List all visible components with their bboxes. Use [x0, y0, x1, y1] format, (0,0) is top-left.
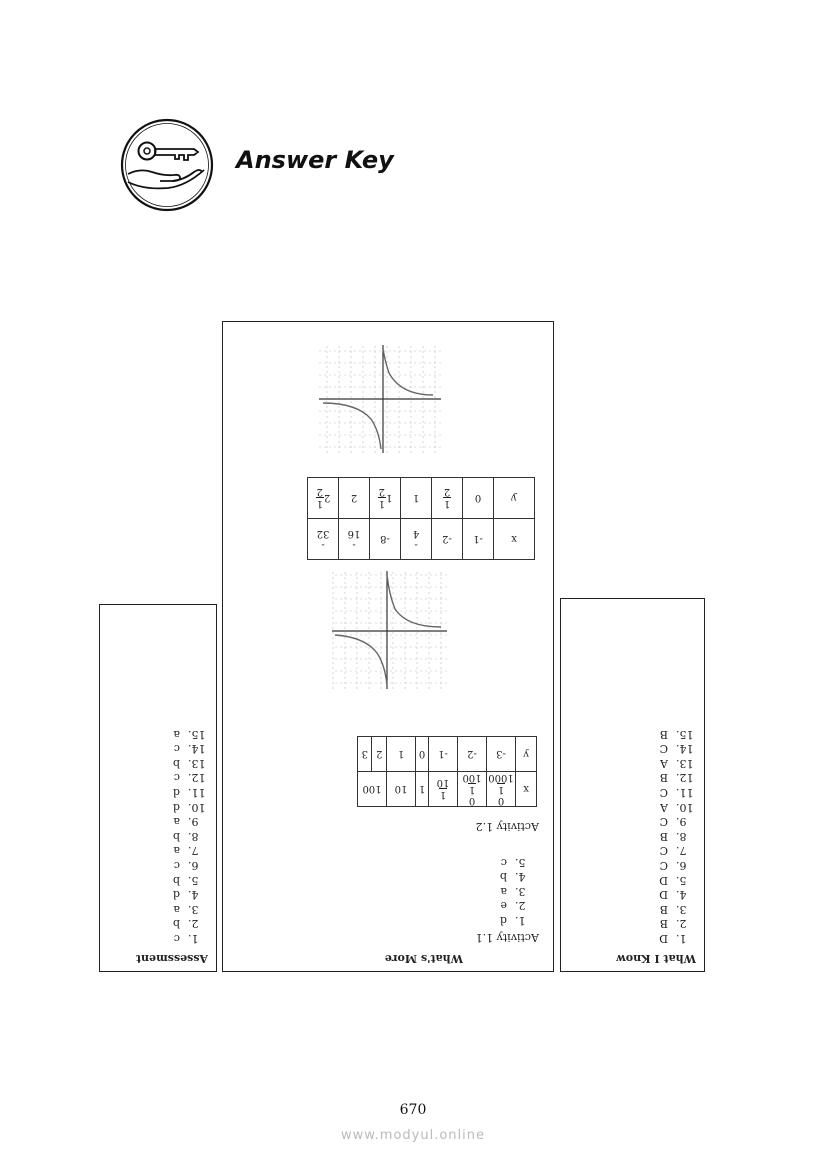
answer-number: 11. — [676, 786, 694, 800]
activity-1-1-answer-list — [500, 854, 539, 927]
answer-item — [659, 828, 700, 843]
table-x-cell — [401, 519, 432, 560]
answer-letter: B — [659, 829, 668, 843]
logarithmic-value-table — [307, 477, 535, 560]
table-x-cell — [370, 519, 401, 560]
answer-number: 15. — [188, 727, 206, 741]
answer-number: 3. — [676, 902, 687, 916]
table-y-cell — [401, 478, 432, 519]
table-y-cell: -2 — [458, 737, 487, 772]
fraction-denominator: 100 — [462, 772, 482, 783]
answer-letter: A — [660, 800, 668, 814]
table-x-value-lower: 4 — [412, 528, 420, 539]
answer-item — [659, 784, 700, 799]
fraction — [443, 487, 451, 510]
fraction-denominator: 2 — [443, 486, 451, 498]
answer-item — [659, 872, 700, 887]
table-y-cell: 3 — [358, 737, 373, 772]
table-x-value: - — [321, 539, 325, 550]
table-x-cell — [339, 519, 370, 560]
fraction-denominator: 2 — [378, 486, 385, 498]
answer-letter: b — [172, 829, 180, 843]
answer-letter: C — [659, 815, 668, 829]
table-x-cell — [429, 772, 458, 807]
answer-item — [659, 726, 700, 741]
answer-letter: C — [659, 742, 668, 756]
answer-letter: D — [659, 873, 668, 887]
answer-number: 6. — [676, 859, 687, 873]
table-x-cell — [416, 772, 429, 807]
table-y-cell — [432, 478, 463, 519]
answer-letter: d — [499, 914, 507, 927]
page-number: 670 — [399, 1102, 427, 1118]
answer-number: 7. — [188, 844, 199, 858]
answer-letter: b — [172, 873, 180, 887]
answer-item — [500, 869, 539, 884]
answer-item — [173, 741, 212, 756]
answer-letter: c — [500, 855, 507, 869]
answer-letter: B — [659, 727, 668, 741]
cell-value: 100 — [362, 783, 382, 795]
fraction-numerator: 1 — [316, 498, 323, 510]
answer-item — [659, 770, 700, 785]
answer-item — [500, 898, 539, 913]
logarithmic-graph-2 — [319, 345, 441, 453]
table-x-cell — [487, 772, 516, 807]
fraction — [488, 772, 513, 795]
table-x-value-lower: 32 — [316, 528, 330, 539]
answer-letter: A — [660, 756, 668, 770]
answer-number: 8. — [188, 829, 199, 843]
answer-number: 5. — [676, 873, 687, 887]
answer-item — [173, 784, 212, 799]
answer-letter: b — [499, 870, 507, 884]
answer-item — [659, 901, 700, 916]
answer-number: 3. — [515, 884, 526, 898]
answer-letter: C — [659, 844, 668, 858]
table-x-cell — [463, 519, 494, 560]
answer-number: 1. — [676, 932, 687, 945]
answer-item — [659, 799, 700, 814]
answer-letter: a — [173, 902, 180, 916]
answer-number: 13. — [188, 756, 206, 770]
table-y-cell: 0 — [416, 737, 429, 772]
mixed-whole: 1 — [386, 492, 393, 504]
answer-item — [173, 726, 212, 741]
answer-item — [659, 930, 700, 945]
answer-number: 4. — [676, 888, 687, 902]
assessment-answer-list — [173, 726, 212, 945]
fraction-numerator: 1 — [468, 784, 476, 795]
answer-item — [659, 741, 700, 756]
table-x-value: -2 — [442, 533, 452, 545]
fraction — [378, 487, 386, 510]
assessment-box — [99, 604, 217, 972]
watermark: www.modyul.online — [340, 1128, 486, 1143]
answer-item — [173, 770, 212, 785]
answer-number: 12. — [676, 771, 694, 785]
cell-value: 1 — [412, 492, 420, 504]
answer-number: 9. — [676, 815, 687, 829]
what-i-know-box — [560, 598, 705, 972]
answer-item — [173, 916, 212, 931]
answer-letter: C — [659, 786, 668, 800]
answer-number: 10. — [676, 800, 694, 814]
what-i-know-heading: What I Know — [616, 952, 696, 965]
answer-item — [500, 854, 539, 869]
graph-curve — [387, 575, 441, 627]
answer-number: 8. — [676, 829, 687, 843]
answer-letter: C — [659, 859, 668, 873]
fraction — [316, 487, 324, 510]
table-x-value: - — [352, 539, 356, 550]
answer-letter: c — [173, 742, 180, 756]
answer-number: 2. — [515, 899, 526, 913]
activity-1-1-title: Activity 1.1 — [475, 931, 539, 944]
table-x-cell — [387, 772, 416, 807]
table-x-cell — [432, 519, 463, 560]
table-y-cell — [308, 478, 339, 519]
answer-letter: c — [173, 932, 180, 945]
table-x-cell — [308, 519, 339, 560]
answer-item — [173, 843, 212, 858]
answer-number: 2. — [676, 917, 687, 931]
table-x-zero: 0 — [497, 795, 505, 806]
answer-letter: B — [659, 902, 668, 916]
answer-number: 4. — [515, 870, 526, 884]
fraction-numerator: 1 — [497, 784, 505, 795]
table-y-cell — [463, 478, 494, 519]
answer-item — [500, 912, 539, 927]
answer-letter: d — [172, 800, 180, 814]
answer-number: 1. — [188, 932, 199, 945]
answer-item — [173, 857, 212, 872]
logarithmic-graph-1 — [332, 571, 447, 689]
cell-value: 2 — [350, 492, 358, 504]
answer-letter: D — [659, 888, 668, 902]
answer-number: 11. — [188, 786, 206, 800]
fraction-denominator: 2 — [316, 486, 323, 498]
answer-letter: a — [173, 727, 180, 741]
answer-item — [659, 887, 700, 902]
answer-item — [659, 814, 700, 829]
answer-item — [173, 930, 212, 945]
answer-item — [173, 814, 212, 829]
answer-item — [173, 872, 212, 887]
fraction — [437, 778, 450, 801]
exponential-value-table — [357, 736, 537, 807]
answer-letter: c — [173, 771, 180, 785]
table-y-cell: 1 — [387, 737, 416, 772]
table-y-cell — [339, 478, 370, 519]
key-in-hand-icon — [120, 118, 214, 212]
table-x-zero: 0 — [468, 795, 476, 806]
answer-number: 2. — [188, 917, 199, 931]
answer-letter: a — [173, 815, 180, 829]
answer-letter: D — [659, 932, 668, 945]
answer-number: 10. — [188, 800, 206, 814]
answer-letter: B — [659, 917, 668, 931]
answer-number: 12. — [188, 771, 206, 785]
answer-letter: B — [659, 771, 668, 785]
answer-letter: d — [172, 888, 180, 902]
graph-curve — [323, 403, 381, 449]
cell-value: 10 — [394, 783, 408, 795]
answer-number: 4. — [188, 888, 199, 902]
fraction — [462, 772, 481, 795]
answer-item — [173, 901, 212, 916]
answer-item — [173, 887, 212, 902]
cell-value: 1 — [418, 783, 426, 795]
answer-letter: a — [173, 844, 180, 858]
fraction-numerator: 1 — [439, 789, 447, 801]
answer-item — [659, 843, 700, 858]
answer-item — [500, 883, 539, 898]
table-x-cell — [358, 772, 387, 807]
what-i-know-answer-list — [659, 726, 700, 945]
answer-number: 13. — [676, 756, 694, 770]
whats-more-box — [222, 321, 554, 972]
answer-number: 14. — [676, 742, 694, 756]
table-x-value-lower: 16 — [347, 528, 361, 539]
assessment-heading: Assessment — [135, 952, 208, 965]
answer-number: 5. — [188, 873, 199, 887]
answer-letter: d — [172, 786, 180, 800]
table-y-cell: -3 — [487, 737, 516, 772]
page-title: Answer Key — [236, 146, 394, 174]
answer-number: 15. — [676, 727, 694, 741]
answer-letter: c — [173, 859, 180, 873]
cell-value: 0 — [474, 492, 482, 504]
table-x-value: -8 — [380, 533, 390, 545]
answer-item — [659, 916, 700, 931]
answer-item — [659, 755, 700, 770]
table-y-cell: -1 — [429, 737, 458, 772]
graph-curve — [335, 635, 387, 685]
answer-letter: b — [172, 917, 180, 931]
answer-letter: a — [500, 884, 507, 898]
answer-letter: b — [172, 756, 180, 770]
answer-letter: e — [500, 899, 507, 913]
answer-number: 9. — [188, 815, 199, 829]
fraction-numerator: 1 — [443, 498, 451, 510]
table-y-cell: 2 — [372, 737, 387, 772]
table-x-value: -1 — [473, 533, 483, 545]
answer-number: 6. — [188, 859, 199, 873]
answer-item — [659, 857, 700, 872]
answer-number: 7. — [676, 844, 687, 858]
whats-more-heading: What's More — [384, 952, 463, 965]
answer-item — [173, 799, 212, 814]
answer-number: 3. — [188, 902, 199, 916]
table-y-label: y — [516, 737, 537, 772]
fraction-denominator: 1000 — [488, 772, 514, 783]
mixed-whole: 2 — [324, 492, 331, 504]
answer-item — [173, 828, 212, 843]
answer-number: 5. — [515, 855, 526, 869]
answer-number: 14. — [188, 742, 206, 756]
table-x-label: x — [494, 519, 535, 560]
table-x-cell — [458, 772, 487, 807]
table-y-label: y — [494, 478, 535, 519]
activity-1-2-title: Activity 1.2 — [475, 820, 539, 833]
table-x-label: x — [516, 772, 537, 807]
answer-item — [173, 755, 212, 770]
fraction-denominator: 10 — [436, 777, 450, 789]
fraction-numerator: 1 — [378, 498, 385, 510]
answer-number: 1. — [515, 914, 526, 927]
table-y-cell — [370, 478, 401, 519]
table-x-value: - — [414, 539, 418, 550]
graph-curve — [383, 349, 433, 395]
